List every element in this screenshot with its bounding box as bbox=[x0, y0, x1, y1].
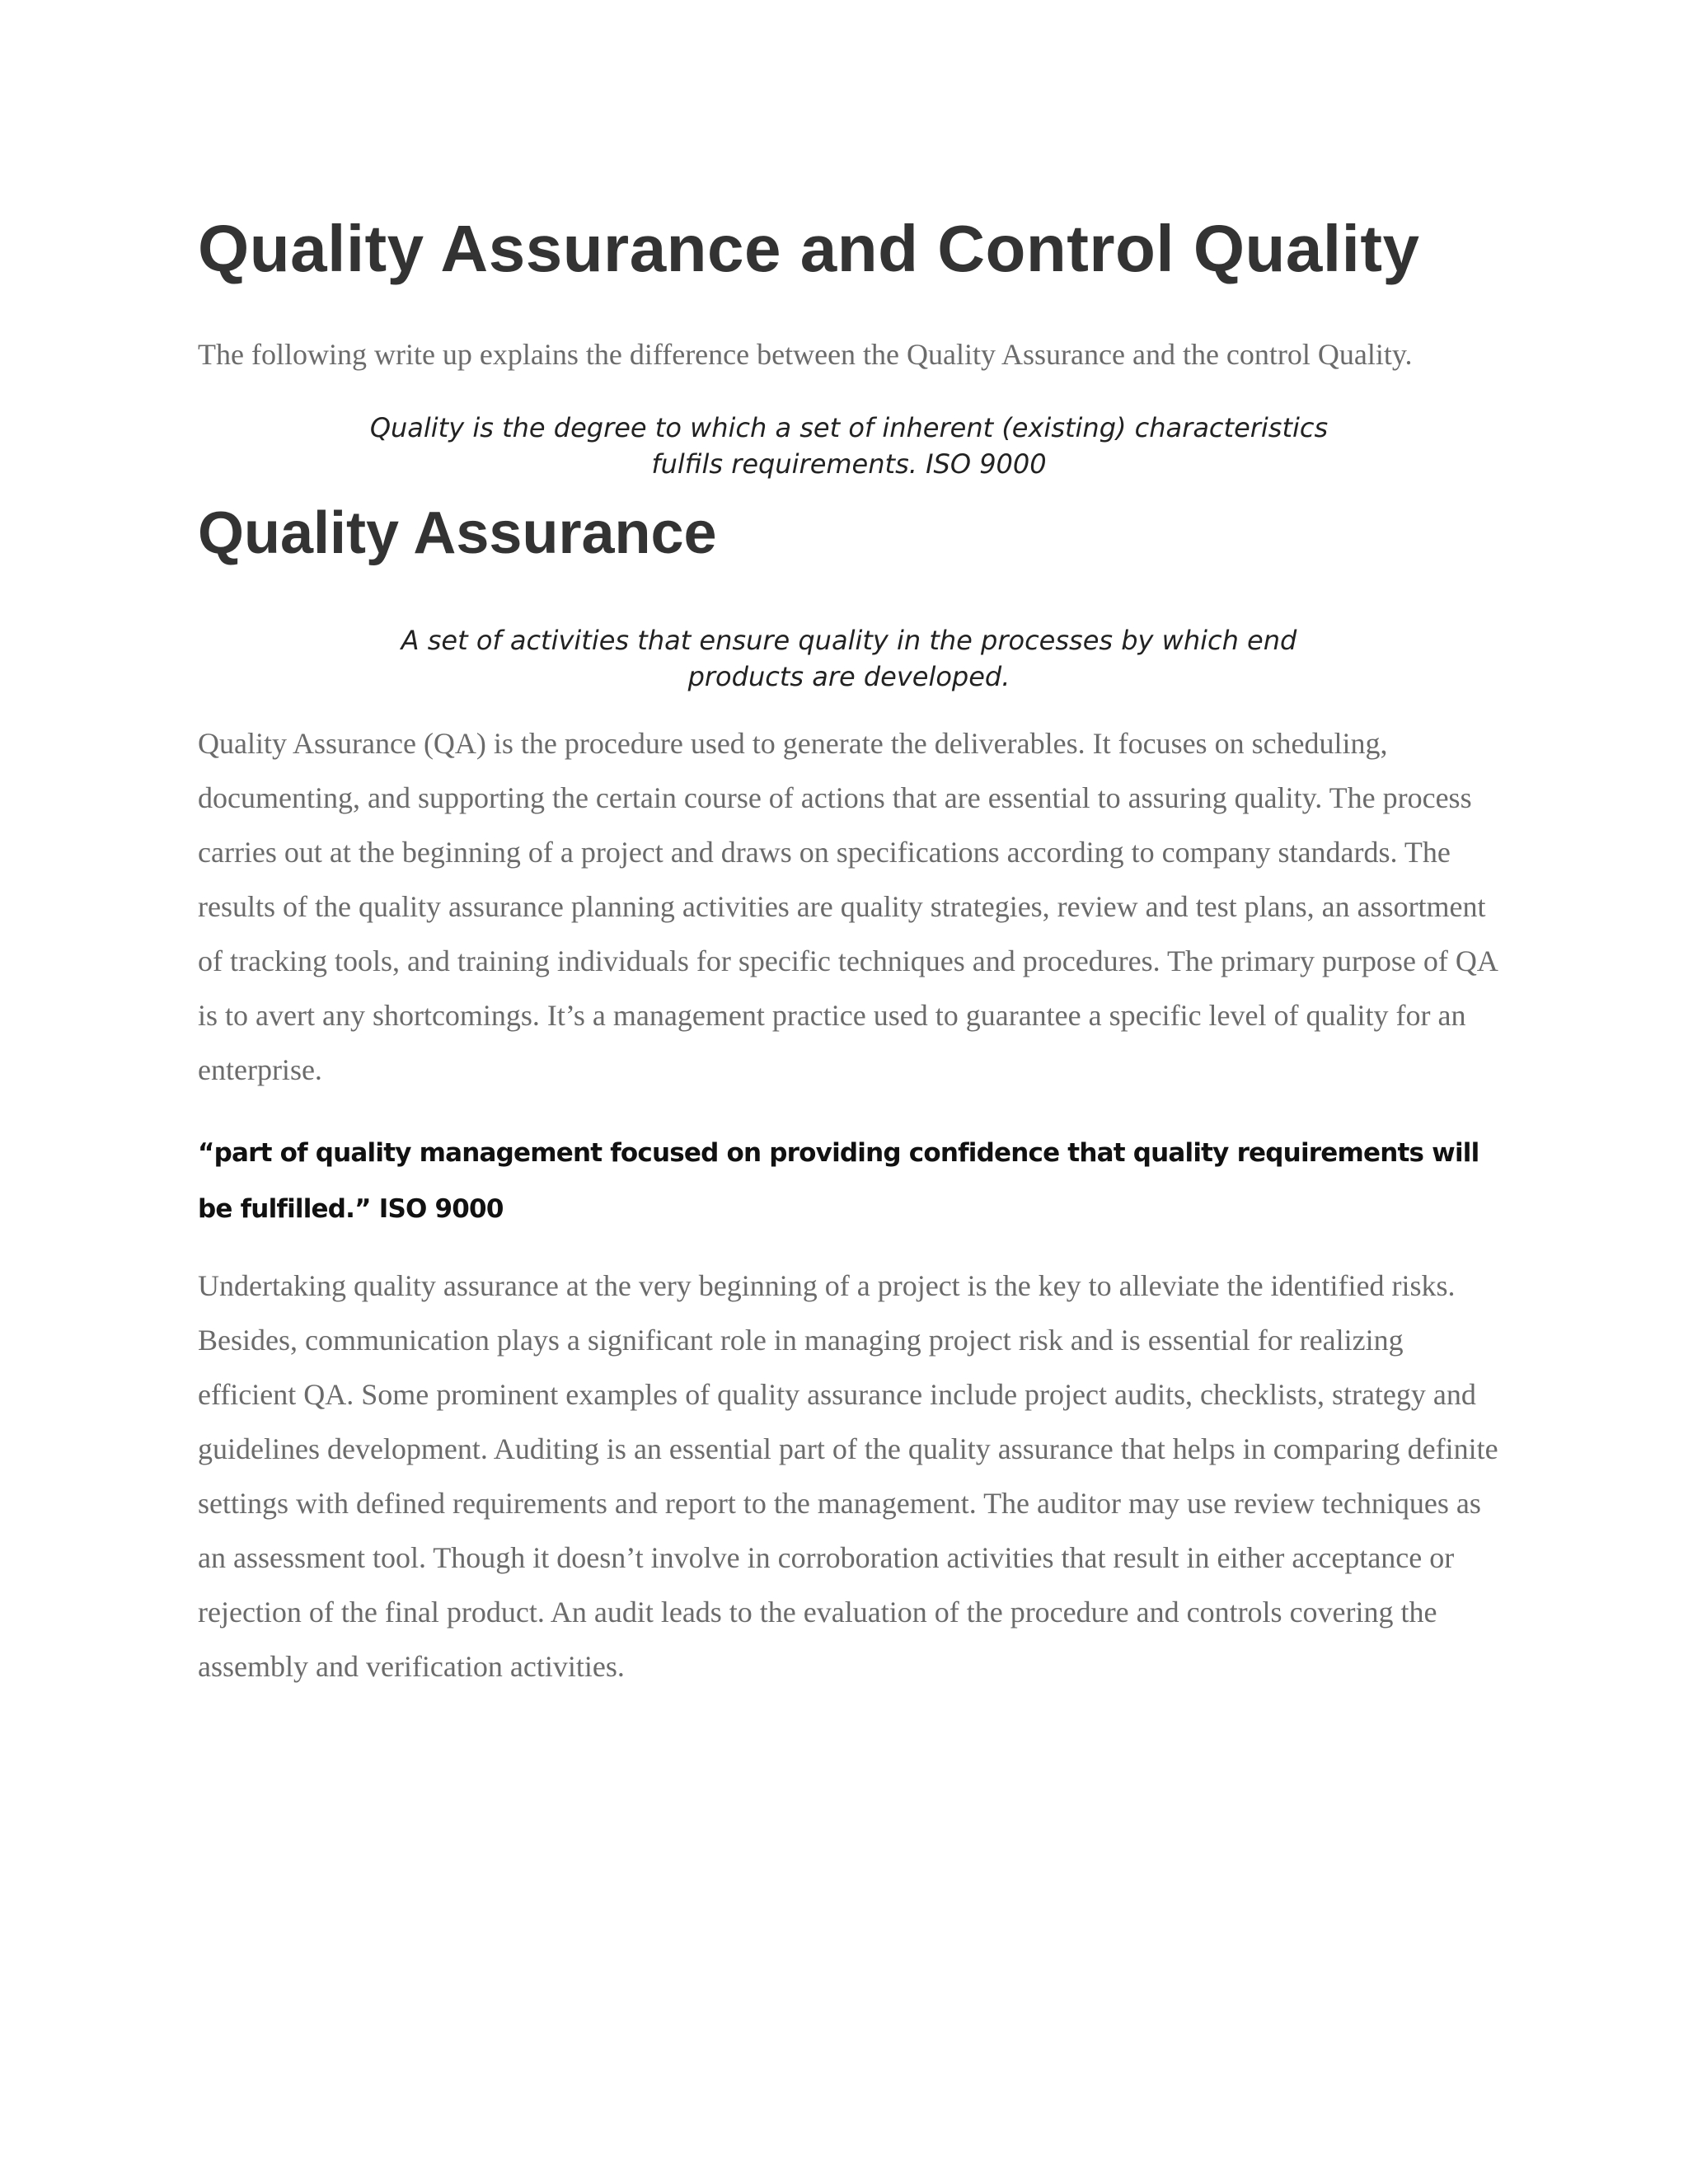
quality-definition-quote: Quality is the degree to which a set of inherent (existing) characteristics fulfils requirements. ISO 9000 bbox=[369, 412, 1329, 480]
section-heading-quality-assurance: Quality Assurance bbox=[198, 500, 717, 566]
document-title: Quality Assurance and Control Quality bbox=[198, 212, 1420, 285]
qa-definition-quote: A set of activities that ensure quality in the processes by which end products are developed. bbox=[401, 625, 1297, 692]
iso-9000-quote: “part of quality management focused on providing confidence that quality requirements will be fulfilled.” ISO 9000 bbox=[198, 1138, 1479, 1224]
qa-body-paragraph-2: Undertaking quality assurance at the very beginning of a project is the key to alleviate the identified risks. Besides, communication plays a significant role in managing project risk and is essential for realizing efficient QA. Some prominent examples of quality assurance include project audits, checklists, strategy and guidelines development. Auditing is an essential part of the quality assurance that helps in comparing definite settings with defined requirements and report to the management. The auditor may use review techniques as an assessment tool. Though it doesn’t involve in corroboration activities that result in either acceptance or rejection of the final product. An audit leads to the evaluation of the procedure and controls covering the assembly and verification activities. bbox=[198, 1269, 1498, 1683]
intro-paragraph: The following write up explains the difference between the Quality Assurance and the control Quality. bbox=[198, 338, 1413, 371]
qa-body-paragraph-1: Quality Assurance (QA) is the procedure used to generate the deliverables. It focuses on scheduling, documenting, and supporting the certain course of actions that are essential to assuring quality. The process carries out at the beginning of a project and draws on specifications according to company standards. The results of the quality assurance planning activities are quality strategies, review and test plans, an assortment of tracking tools, and training individuals for specific techniques and procedures. The primary purpose of QA is to avert any shortcomings. It’s a management practice used to guarantee a specific level of quality for an enterprise. bbox=[198, 727, 1497, 1086]
document-content bbox=[198, 206, 1500, 1694]
